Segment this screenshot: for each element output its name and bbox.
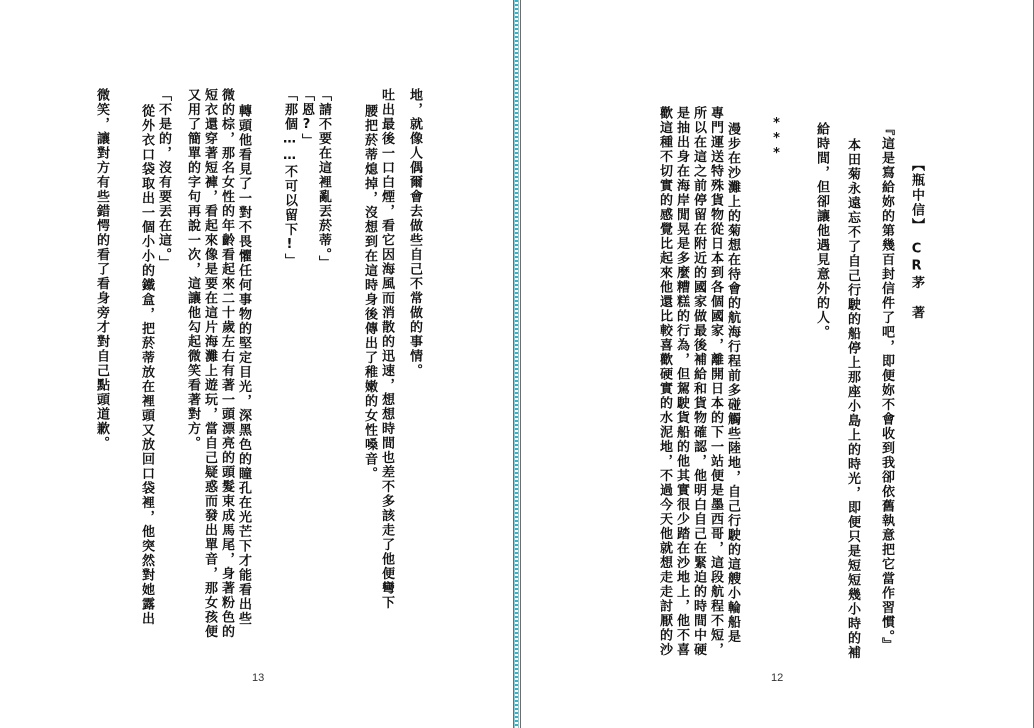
text-column: 微的棕，那名女性的年齡看起來二十歲左右有著一頭漂亮的頭髮束成馬尾，身著粉色的 bbox=[219, 88, 234, 639]
text-column: 從外衣口袋取出一個小小的鐵盒，把菸蒂放在裡頭又放回口袋裡，他突然對她露出 bbox=[139, 104, 154, 626]
text-column: 「恩?」 bbox=[299, 88, 314, 148]
chapter-title: 【瓶中信】 CR茅 著 bbox=[909, 158, 924, 321]
text-column: 漫步在沙灘上的菊想在待會的航海行程前多碰觸些陸地，自己行駛的這艘小輪船是 bbox=[725, 122, 740, 644]
text-column: 地，就像人偶爾會去做些自己不常做的事情。 bbox=[407, 88, 422, 378]
text-column: 轉頭他看見了一對不畏懼任何事物的堅定目光，深黑色的瞳孔在光芒下才能看出些 bbox=[236, 104, 251, 626]
text-column: 『這是寫給妳的第幾百封信件了吧，即便妳不會收到我卻依舊執意把它當作習慣。』 bbox=[879, 122, 894, 652]
text-column: 所以在這之前停留在附近的國家做最後補給和貨物確認，他明白自己在緊迫的時間中硬 bbox=[691, 106, 706, 657]
right-page bbox=[520, 0, 1034, 728]
text-column: 「請不要在這裡亂丟菸蒂。」 bbox=[316, 88, 331, 270]
left-page bbox=[0, 0, 514, 728]
text-column: 吐出最後一口白煙，看它因海風而消散的迅速，想想時間也差不多該走了他便彎下 bbox=[379, 88, 394, 610]
text-column: 本田菊永遠忘不了自己行駛的船停上那座小島上的時光，即便只是短短幾小時的補 bbox=[845, 138, 860, 660]
text-column: 給時間，但卻讓他遇見意外的人。 bbox=[814, 122, 829, 340]
text-column: 專門運送特殊貨物從日本到各個國家，離開日本的下一站便是墨西哥，這段航程不短， bbox=[708, 106, 723, 657]
text-column: 腰把菸蒂熄掉，沒想到在這時身後傳出了稚嫩的女性嗓音。 bbox=[362, 104, 377, 481]
text-column: 微笑，讓對方有些錯愕的看了看身旁才對自己點頭道歉。 bbox=[94, 88, 109, 451]
text-column: 歡這種不切實的感覺比起來他還比較喜歡硬實的水泥地，不過今天他就想走走討厭的沙 bbox=[657, 106, 672, 657]
text-column: 又用了簡單的字句再說一次，這讓他勾起微笑看著對方。 bbox=[185, 88, 200, 451]
scene-break: *** bbox=[769, 116, 784, 161]
text-column: 短衣還穿著短褲，看起來像是要在這片海灘上遊玩，當自己疑惑而發出單音，那女孩便 bbox=[202, 88, 217, 639]
book-spine bbox=[514, 0, 519, 728]
text-column: 是抽出身在海岸閒晃是多麼糟糕的行為，但駕駛貨船的他其實很少踏在沙地上，他不喜 bbox=[674, 106, 689, 657]
text-column: 「不是的，沒有要丟在這。」 bbox=[156, 88, 171, 270]
text-column: 「那個……不可以留下!」 bbox=[282, 88, 297, 268]
page-number: 12 bbox=[771, 672, 784, 684]
page-number: 13 bbox=[252, 672, 265, 684]
